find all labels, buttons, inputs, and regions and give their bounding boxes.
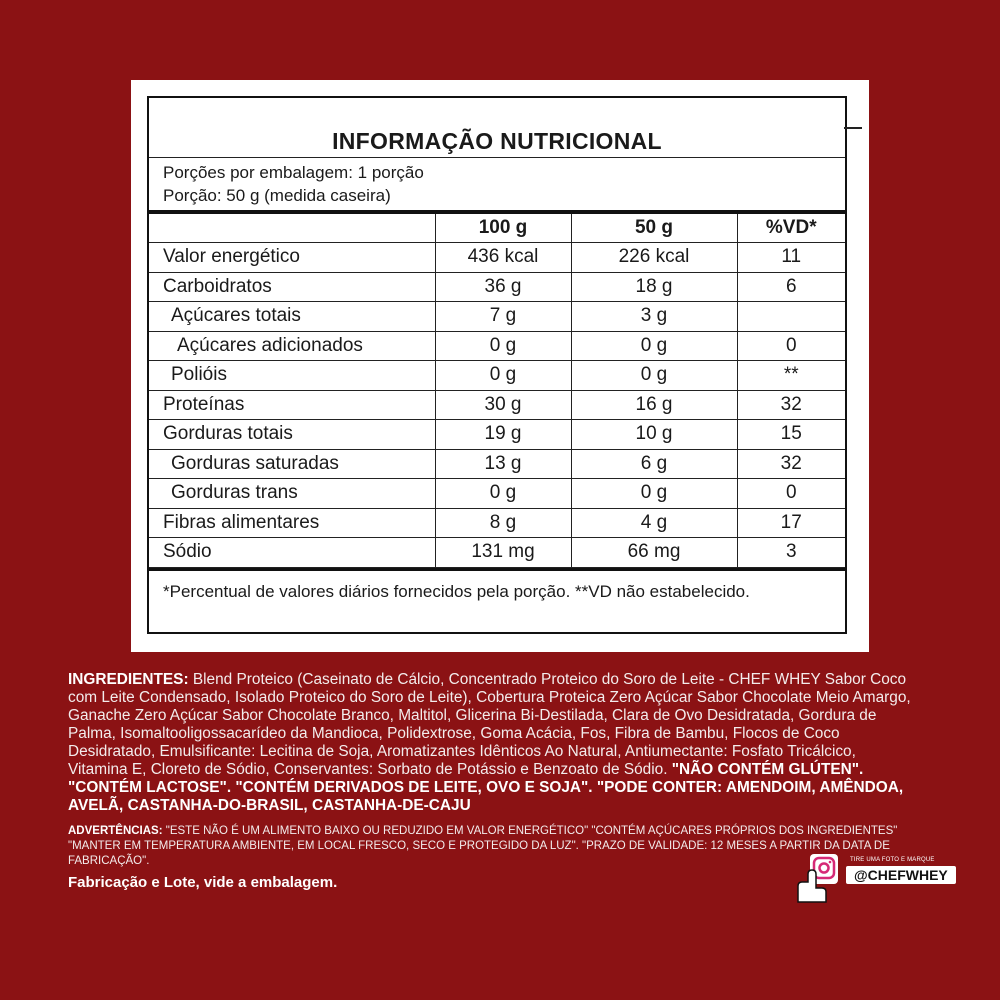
value-per-50g: 66 mg [571,538,737,568]
value-per-50g: 10 g [571,420,737,450]
header-per-50g: 50 g [571,214,737,243]
nutrient-name: Carboidratos [149,272,435,302]
instagram-icon [792,852,846,904]
allergen-statement: "NÃO CONTÉM GLÚTEN". "CONTÉM LACTOSE". "CONTÉM DERIVADOS DE LEITE, OVO E SOJA". "PODE CONTER: AMENDOIM, AMÊNDOA, AVELÃ, CASTANHA-DO-BRASIL, CASTANHA-DE-CAJU [68,761,904,814]
value-per-100g: 36 g [435,272,571,302]
table-row [149,331,845,361]
value-vd: 32 [737,390,845,420]
table-row [149,272,845,302]
value-vd: 17 [737,508,845,538]
value-vd: 11 [737,243,845,273]
header-nutrient [149,214,435,243]
table-row [149,361,845,391]
value-per-100g: 8 g [435,508,571,538]
table-row [149,479,845,509]
social-handle: @CHEFWHEY [846,866,956,884]
value-per-100g: 436 kcal [435,243,571,273]
table-row [149,390,845,420]
value-per-50g: 0 g [571,331,737,361]
value-per-50g: 4 g [571,508,737,538]
value-per-100g: 0 g [435,361,571,391]
warnings-label: ADVERTÊNCIAS: [68,825,163,837]
value-per-100g: 30 g [435,390,571,420]
value-per-100g: 7 g [435,302,571,332]
value-per-50g: 0 g [571,479,737,509]
value-vd: 3 [737,538,845,568]
nutrition-facts-label [147,96,847,634]
warnings-list: "ESTE NÃO É UM ALIMENTO BAIXO OU REDUZIDO EM VALOR ENERGÉTICO" "CONTÉM AÇÚCARES PRÓPRIOS DOS INGREDIENTES" "MANTER EM TEMPERATURA AMBIENTE, EM LOCAL FRESCO, SECO E PROTEGIDO DA LUZ". "PRAZO DE VALIDADE: 12 MESES A PARTIR DA DATA DE FABRICAÇÃO". [68,825,898,867]
table-row [149,420,845,450]
value-vd [737,302,845,332]
manufacturing-note: Fabricação e Lote, vide a embalagem. [68,874,338,891]
ingredients-label: INGREDIENTES: [68,671,189,688]
warnings-text [68,824,914,869]
header-per-100g: 100 g [435,214,571,243]
nutrient-name: Valor energético [149,243,435,273]
value-per-100g: 0 g [435,479,571,509]
nutrient-name: Proteínas [149,390,435,420]
portion-info [149,158,845,210]
nutrition-footnote: *Percentual de valores diários fornecidos pela porção. **VD não estabelecido. [149,568,845,604]
value-per-100g: 0 g [435,331,571,361]
social-tag [792,852,972,904]
nutrient-name: Gorduras saturadas [149,449,435,479]
table-row [149,538,845,568]
value-vd: ** [737,361,845,391]
value-per-50g: 0 g [571,361,737,391]
ingredients-text [68,671,914,815]
servings-per-package: Porções por embalagem: 1 porção [163,163,424,182]
table-row [149,302,845,332]
value-vd: 32 [737,449,845,479]
value-vd: 6 [737,272,845,302]
nutrition-title: INFORMAÇÃO NUTRICIONAL [149,98,845,158]
value-vd: 15 [737,420,845,450]
social-prompt: TIRE UMA FOTO E MARQUE [850,857,935,863]
value-per-100g: 19 g [435,420,571,450]
nutrition-table [149,214,845,568]
nutrient-name: Sódio [149,538,435,568]
value-per-50g: 18 g [571,272,737,302]
value-per-100g: 13 g [435,449,571,479]
nutrient-name: Gorduras trans [149,479,435,509]
header-vd: %VD* [737,214,845,243]
value-per-50g: 226 kcal [571,243,737,273]
serving-size: Porção: 50 g (medida caseira) [163,186,391,205]
nutrient-name: Açúcares totais [149,302,435,332]
nutrient-name: Polióis [149,361,435,391]
table-row [149,449,845,479]
table-header-row [149,214,845,243]
value-per-50g: 6 g [571,449,737,479]
edge-tick-mark [844,127,862,129]
value-per-100g: 131 mg [435,538,571,568]
value-vd: 0 [737,479,845,509]
nutrient-name: Gorduras totais [149,420,435,450]
nutrient-name: Fibras alimentares [149,508,435,538]
value-per-50g: 16 g [571,390,737,420]
ingredients-list: Blend Proteico (Caseinato de Cálcio, Concentrado Proteico do Soro de Leite - CHEF WHEY Sabor Coco com Leite Condensado, Isolado Proteico do Soro de Leite), Cobertura Proteica Zero Açúcar Sabor Chocolate Meio Amargo, Ganache Zero Açúcar Sabor Chocolate Branco, Maltitol, Glicerina Bi-Destilada, Clara de Ovo Desidratada, Gordura de Palma, Isomaltooligossacarídeo da Mandioca, Polidextrose, Goma Acácia, Fos, Fibra de Bambu, Flocos de Coco Desidratado, Emulsificante: Lecitina de Soja, Aromatizantes Idênticos Ao Natural, Antiumectante: Fosfato Tricálcico, Vitamina E, Cloreto de Sódio, Conservantes: Sorbato de Potássio e Benzoato de Sódio. [68,671,911,778]
table-row [149,508,845,538]
table-row [149,243,845,273]
value-vd: 0 [737,331,845,361]
nutrient-name: Açúcares adicionados [149,331,435,361]
value-per-50g: 3 g [571,302,737,332]
nutrition-panel [131,80,869,652]
